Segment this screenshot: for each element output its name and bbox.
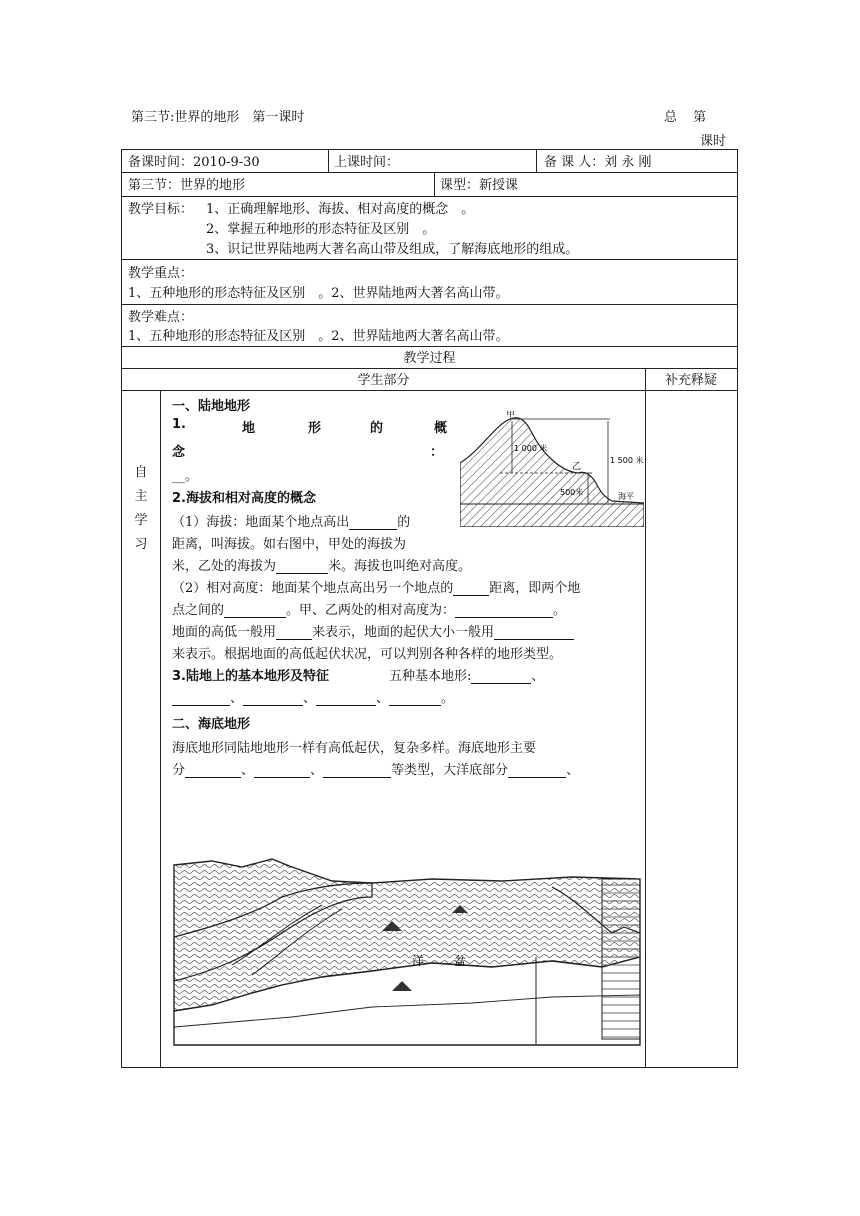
blank-field[interactable]: [224, 603, 286, 618]
elevation-diagram: [460, 411, 644, 527]
blank-field[interactable]: [389, 691, 441, 706]
item1-number: 1.: [172, 417, 186, 432]
seabed-diagram: [172, 857, 645, 1047]
blank-field[interactable]: [276, 625, 312, 640]
goal-item: 3、识记世界陆地两大著名高山带及组成，了解海底地形的组成。: [206, 242, 579, 257]
blank-field[interactable]: [254, 763, 310, 778]
key-points-row: [121, 260, 738, 305]
difficult-points-row: [121, 305, 738, 347]
blank-field[interactable]: [453, 581, 489, 596]
info-row-times: [121, 149, 738, 173]
supplement-col-header: 补充释疑: [664, 373, 717, 388]
label-1000: 1 000 米: [514, 444, 548, 453]
item2-title: 2.海拔和相对高度的概念: [172, 491, 316, 506]
goal-item: 2、掌握五种地形的形态特征及区别 。: [206, 222, 436, 237]
label-500: 500米: [560, 488, 584, 497]
blank-field[interactable]: [471, 669, 531, 684]
blank-field[interactable]: [172, 691, 230, 706]
item3-title: 3.陆地上的基本地形及特征: [172, 669, 329, 684]
lesson-type: 课型：新授课: [440, 178, 519, 193]
info-row-section: [121, 173, 738, 197]
key-points-text: 1、五种地形的形态特征及区别 。2、世界陆地两大著名高山带。: [128, 286, 509, 301]
blank-field[interactable]: [349, 515, 397, 530]
goal-item: 1、正确理解地形、海拔、相对高度的概念 。: [206, 202, 475, 217]
blank-field[interactable]: [276, 559, 328, 574]
student-col-header: 学生部分: [357, 373, 410, 388]
label-sea: 海平: [618, 492, 634, 501]
blank-field[interactable]: [316, 691, 376, 706]
blank-field[interactable]: [243, 691, 303, 706]
page-title: 第三节:世界的地形 第一课时: [131, 110, 305, 125]
blank-field[interactable]: [323, 763, 391, 778]
label-1500: 1 500 米: [610, 456, 644, 465]
prep-time: 备课时间：2010-9-30: [128, 155, 260, 170]
preparer: 备 课 人：刘 永 刚: [544, 155, 652, 170]
blank-field[interactable]: [494, 625, 574, 640]
total-label: 总 第: [664, 110, 713, 125]
process-title: 教学过程: [403, 351, 456, 366]
goals-row: [121, 197, 738, 260]
label-ocean: 洋: [412, 954, 425, 968]
content-row: 自 主 学 习 一、陆地地形 1. 地 形 的 概 念 ： __。 2.海拔和相对高度的概念 （1）海拔：地面某个地点高出 的 距离，叫海拔。如右图中，甲处的海拔为 米，乙处的海拔为 米。海拔也叫绝对高度。 （2）相对高度：地面某个地点高出另一个地点的 距离，即两个地 点之间的 。甲、乙两处的相对高度为： 。 地面的高低一般用 来表示，地面的起伏大小一般用 来表示。根据地面的高低起伏状况，可以判别各种各样的地形类型。 3.陆地上的基本地形及特征 五种基本地形: 、 、 、 、 。 二、海底地形 海底地形同陆地地形一样有高低起伏，复杂多样。海底地形主要 分 、 、 等类型，大洋底部分 、 甲 1 000 米 1 500 米 乙 500米 海平 洋 盆: [121, 391, 738, 1068]
blank-field[interactable]: [508, 763, 566, 778]
process-header-row: [121, 369, 738, 391]
section-name: 第三节：世界的地形: [128, 178, 246, 193]
class-time: 上课时间：: [334, 155, 400, 170]
goals-label: 教学目标：: [128, 202, 194, 217]
label-basin: 盆: [454, 954, 467, 968]
process-title-row: [121, 347, 738, 369]
difficult-points-label: 教学难点：: [128, 310, 194, 325]
blank-field[interactable]: [185, 763, 241, 778]
label-yi: 乙: [572, 462, 582, 472]
blank-field[interactable]: [455, 603, 553, 618]
difficult-points-text: 1、五种地形的形态特征及区别 。2、世界陆地两大著名高山带。: [128, 329, 509, 344]
section-land-title: 一、陆地地形: [172, 399, 251, 414]
key-points-label: 教学重点：: [128, 266, 194, 281]
section-seabed-title: 二、海底地形: [172, 717, 251, 732]
hours-label: 课时: [700, 134, 727, 149]
label-jia: 甲: [506, 411, 516, 420]
side-label: 自 主 学 习: [134, 465, 148, 552]
